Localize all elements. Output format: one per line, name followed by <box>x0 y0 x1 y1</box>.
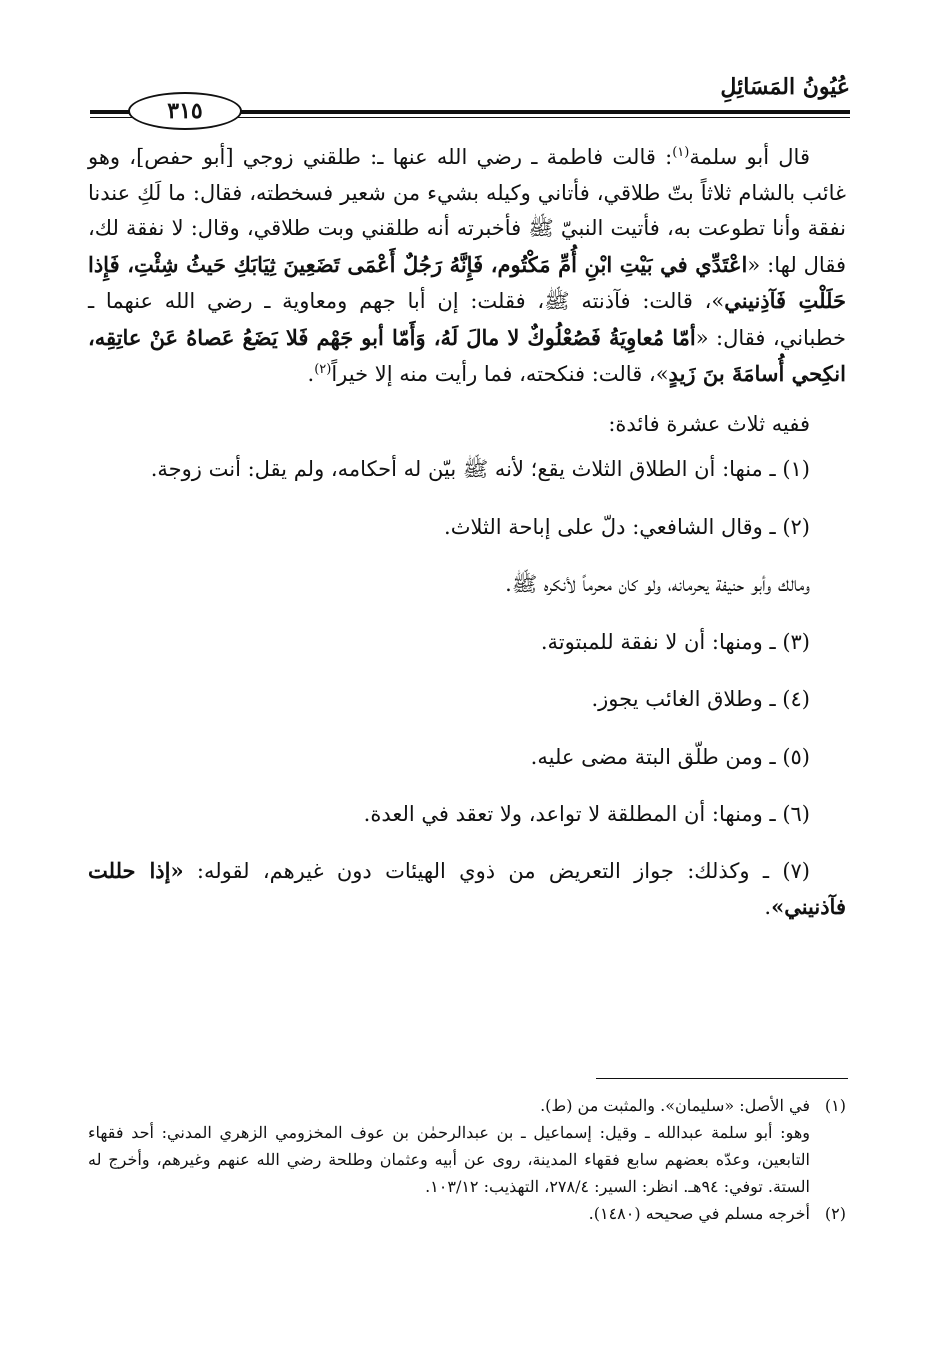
benefit-point-1: (١) ـ منها: أن الطلاق الثلاث يقع؛ لأنه ﷺ بيّن له أحكامه، ولم يقل: أنت زوجة. <box>150 457 810 481</box>
footnotes <box>88 1092 846 1227</box>
hadith-quote-3: «إذا حللت فآذنيني» <box>88 857 846 919</box>
footnote-ref-1: (١) <box>672 145 690 160</box>
main-text <box>88 140 846 926</box>
benefit-point-7 <box>88 853 846 926</box>
hadith-quote-1: اعْتَدِّي في بَيْتِ ابْنِ أُمِّ مَكْتُوم، فَإِنَّهُ رَجُلٌ أَعْمَى تَضَعِينَ ثِيَابَكِ حَيثُ شِئْتِ، فَإِذا حَلَلْتِ فَآذِنيني <box>88 251 846 313</box>
benefit-point-5: (٥) ـ ومن طلّق البتة مضى عليه. <box>530 744 810 769</box>
page-header <box>90 70 850 126</box>
benefit-point-2: (٢) ـ وقال الشافعي: دلّ على إباحة الثلاث. <box>444 514 810 539</box>
hadith-quote-2: أمّا مُعاوِيَةُ فَصُعْلُوكٌ لا مالَ لَهُ، وَأَمّا أبو جَهْم فَلا يَضَعُ عَصاهُ عَنْ عاتِقِه، انكِحي أُسامَةَ بنَ زَيدٍ <box>88 324 846 386</box>
page-number: ٣١٥ <box>128 92 242 130</box>
text-run: »، قالت: فنكحته، فما رأيت منه إلا خيراً <box>331 362 669 386</box>
text-run: قال أبو سلمة <box>689 145 810 169</box>
footnote-ref-2: (٢) <box>314 362 332 377</box>
text-run: . <box>307 362 315 386</box>
benefit-point-6: (٦) ـ ومنها: أن المطلقة لا تواعد، ولا تعقد في العدة. <box>363 802 810 826</box>
footnote-1-continued: وهو: أبو سلمة عبدالله ـ وقيل: إسماعيل ـ بن عبدالرحمٰن بن عوف المخزومي الزهري المدني: أحد فقهاء التابعين، وعدّه بعضهم سابع فقهاء المدينة، روى عن أبيه وعثمان وطلحة رضي الله عنهم وغيرهم، وأخرج له الستة. توفي: ٩٤هـ. انظر: السير: ٢٧٨/٤، التهذيب: ١٠٣/١٢. <box>88 1123 810 1196</box>
hadith-paragraph <box>88 140 846 393</box>
benefit-note-malik: ومالك وأبو حنيفة يحرمانه، ولو كان محرماً لأنكره ﷺ. <box>505 572 810 596</box>
text-run: : قالت فاطمة ـ رضي الله عنها ـ: طلقني زوجي [أبو حفص]، وهو غائب بالشام ثلاثاً بتّ طلاقي، فأتاني وكيله بشيء من شعير فسخطته، فقال: ما لَكِ عندنا نفقة وأنا تطوعت به، فأتيت النبيّ ﷺ فأخبرته أنه طلقني وبت طلاقي، وقال: لا نفقة لك، فقال لها: « <box>88 145 846 277</box>
footnote-1 <box>88 1092 846 1119</box>
footnote-number: (١) <box>824 1096 846 1115</box>
book-title: عُيُونُ المَسَائِلِ <box>720 74 850 100</box>
benefit-point-3: (٣) ـ ومنها: أن لا نفقة للمبتوتة. <box>540 629 810 654</box>
benefits-intro: ففيه ثلاث عشرة فائدة: <box>608 411 810 436</box>
text-run: »، قالت: فآذنته ﷺ، فقلت: إن أبا جهم ومعاوية ـ رضي الله عنهما ـ خطباني، فقال: « <box>88 289 846 350</box>
footnote-text: في الأصل: «سليمان». والمثبت من (ط). <box>540 1096 810 1115</box>
text-run: (٧) ـ وكذلك: جواز التعريض من ذوي الهيئات دون غيرهم، لقوله: <box>183 858 810 883</box>
footnote-text: أخرجه مسلم في صحيحه (١٤٨٠). <box>588 1204 810 1223</box>
footnote-number: (٢) <box>824 1204 846 1223</box>
footnote-2 <box>88 1200 846 1227</box>
benefit-point-4: (٤) ـ وطلاق الغائب يجوز. <box>591 687 810 711</box>
text-run: . <box>764 895 772 919</box>
footnote-separator <box>596 1078 848 1079</box>
